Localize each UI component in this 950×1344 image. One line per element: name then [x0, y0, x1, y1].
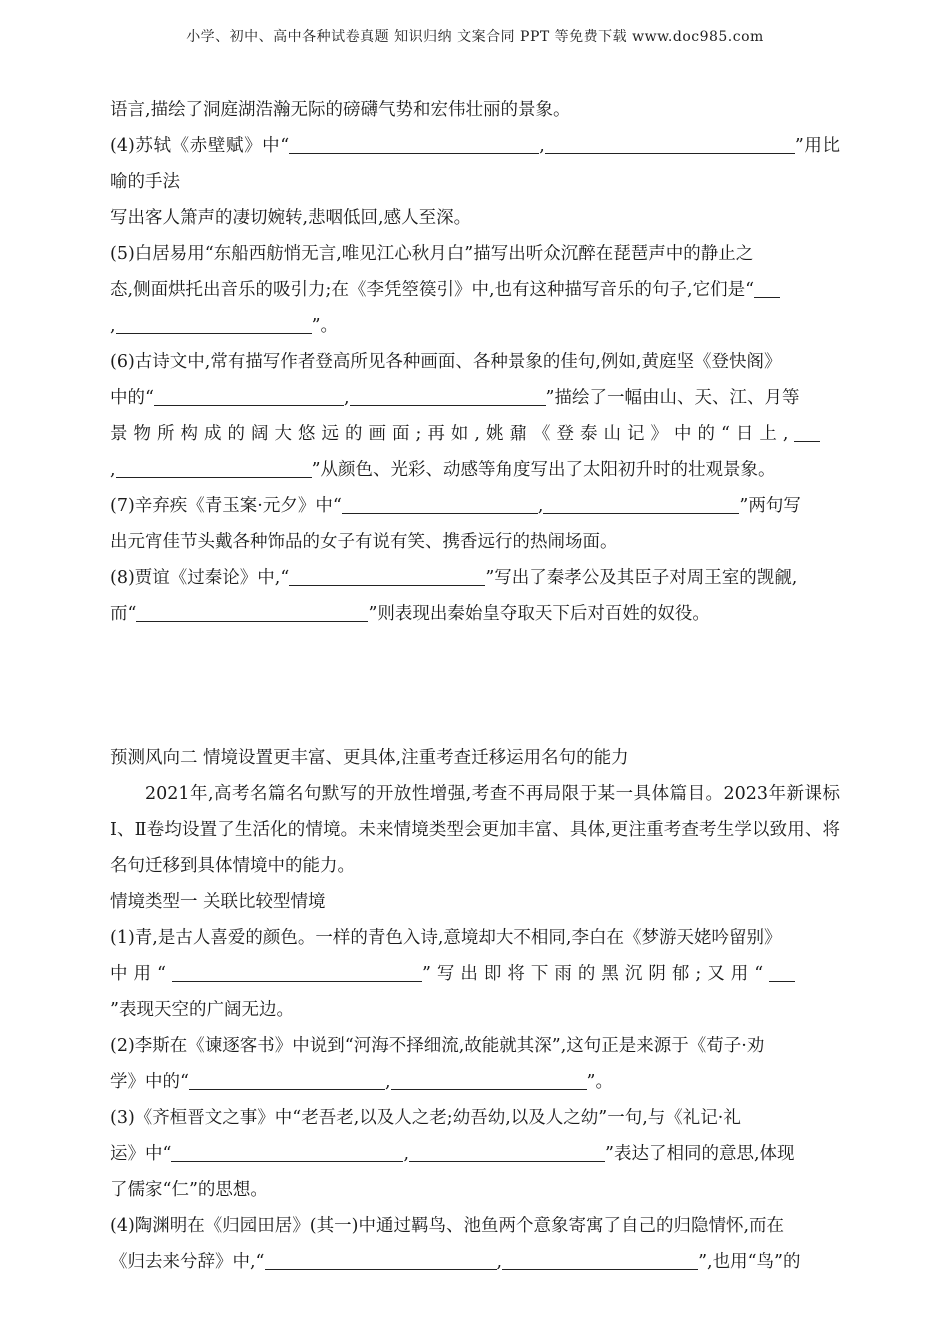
answer-blank[interactable] [350, 385, 546, 406]
answer-blank[interactable] [172, 961, 422, 982]
answer-blank[interactable] [502, 1249, 698, 1270]
text-line: , ”从颜色、光彩、动感等角度写出了太阳初升时的壮观景象。 [110, 452, 840, 488]
section-intro: 2021年,高考名篇名句默写的开放性增强,考查不再局限于某一具体篇目。2023年新课标Ⅰ、Ⅱ卷均设置了生活化的情境。未来情境类型会更加丰富、具体,更注重考查考生学以致用、将名句迁移到具体情境中的能力。 [110, 784, 840, 876]
text-line: 了儒家“仁”的思想。 [110, 1180, 268, 1200]
answer-blank[interactable] [794, 421, 820, 442]
text-line: 学》中的“ , ”。 [110, 1064, 840, 1100]
answer-blank[interactable] [289, 565, 485, 586]
answer-blank[interactable] [116, 313, 312, 334]
text-line: 语言,描绘了洞庭湖浩瀚无际的磅礴气势和宏伟壮丽的景象。 [110, 100, 571, 120]
answer-blank[interactable] [289, 133, 539, 154]
text-line: 态,侧面烘托出音乐的吸引力;在《李凭箜篌引》中,也有这种描写音乐的句子,它们是“ [110, 272, 840, 308]
question-2: (2)李斯在《谏逐客书》中说到“河海不择细流,故能就其深”,这句正是来源于《荀子·劝 [110, 1036, 765, 1056]
answer-blank[interactable] [543, 493, 739, 514]
question-7: (7)辛弃疾《青玉案·元夕》中“ , ”两句写 [110, 488, 840, 524]
text-line: ”表现天空的广阔无边。 [110, 1000, 294, 1020]
text-line: 运》中“ , ”表达了相同的意思,体现 [110, 1136, 840, 1172]
subsection-title: 情境类型一 关联比较型情境 [110, 892, 326, 912]
question-4: (4)苏轼《赤壁赋》中“ , ”用比喻的手法 [110, 128, 840, 200]
answer-blank[interactable] [189, 1069, 385, 1090]
question-6: (6)古诗文中,常有描写作者登高所见各种画面、各种景象的佳句,例如,黄庭坚《登快阁》 [110, 352, 782, 372]
question-4b: (4)陶渊明在《归园田居》(其一)中通过羁鸟、池鱼两个意象寄寓了自己的归隐情怀,而在 [110, 1216, 785, 1236]
question-3: (3)《齐桓晋文之事》中“老吾老,以及人之老;幼吾幼,以及人之幼”一句,与《礼记·礼 [110, 1108, 741, 1128]
answer-blank[interactable] [545, 133, 795, 154]
answer-blank[interactable] [342, 493, 538, 514]
text-line: 写出客人箫声的凄切婉转,悲咽低回,感人至深。 [110, 208, 472, 228]
answer-blank[interactable] [769, 961, 795, 982]
question-1: (1)青,是古人喜爱的颜色。一样的青色入诗,意境却大不相同,李白在《梦游天姥吟留别》 [110, 928, 782, 948]
answer-blank[interactable] [391, 1069, 587, 1090]
text-line: , ”。 [110, 308, 840, 344]
question-8: (8)贾谊《过秦论》中,“ ”写出了秦孝公及其臣子对周王室的觊觎, [110, 560, 840, 596]
section-title: 预测风向二 情境设置更丰富、更具体,注重考查迁移运用名句的能力 [110, 748, 629, 768]
page-body [110, 92, 840, 1280]
text-line: 出元宵佳节头戴各种饰品的女子有说有笑、携香远行的热闹场面。 [110, 532, 618, 552]
answer-blank[interactable] [116, 457, 312, 478]
spacer [110, 632, 840, 740]
answer-blank[interactable] [754, 277, 780, 298]
text-line: 而“ ”则表现出秦始皇夺取天下后对百姓的奴役。 [110, 596, 840, 632]
question-5: (5)白居易用“东船西舫悄无言,唯见江心秋月白”描写出听众沉醉在琵琶声中的静止之 [110, 244, 754, 264]
text-line: 中用“ ”写出即将下雨的黑沉阴郁;又用“ [110, 956, 840, 992]
answer-blank[interactable] [409, 1141, 605, 1162]
answer-blank[interactable] [171, 1141, 403, 1162]
answer-blank[interactable] [265, 1249, 497, 1270]
text-line: 《归去来兮辞》中,“ , ”,也用“鸟”的 [110, 1244, 840, 1280]
answer-blank[interactable] [154, 385, 344, 406]
page-header: 小学、初中、高中各种试卷真题 知识归纳 文案合同 PPT 等免费下载 www.doc985.com [186, 29, 764, 45]
answer-blank[interactable] [136, 601, 368, 622]
text-line: 中的“ , ”描绘了一幅由山、天、江、月等 [110, 380, 840, 416]
text-line: 景物所构成的阔大悠远的画面;再如,姚鼐《登泰山记》中的“日上, [110, 416, 840, 452]
